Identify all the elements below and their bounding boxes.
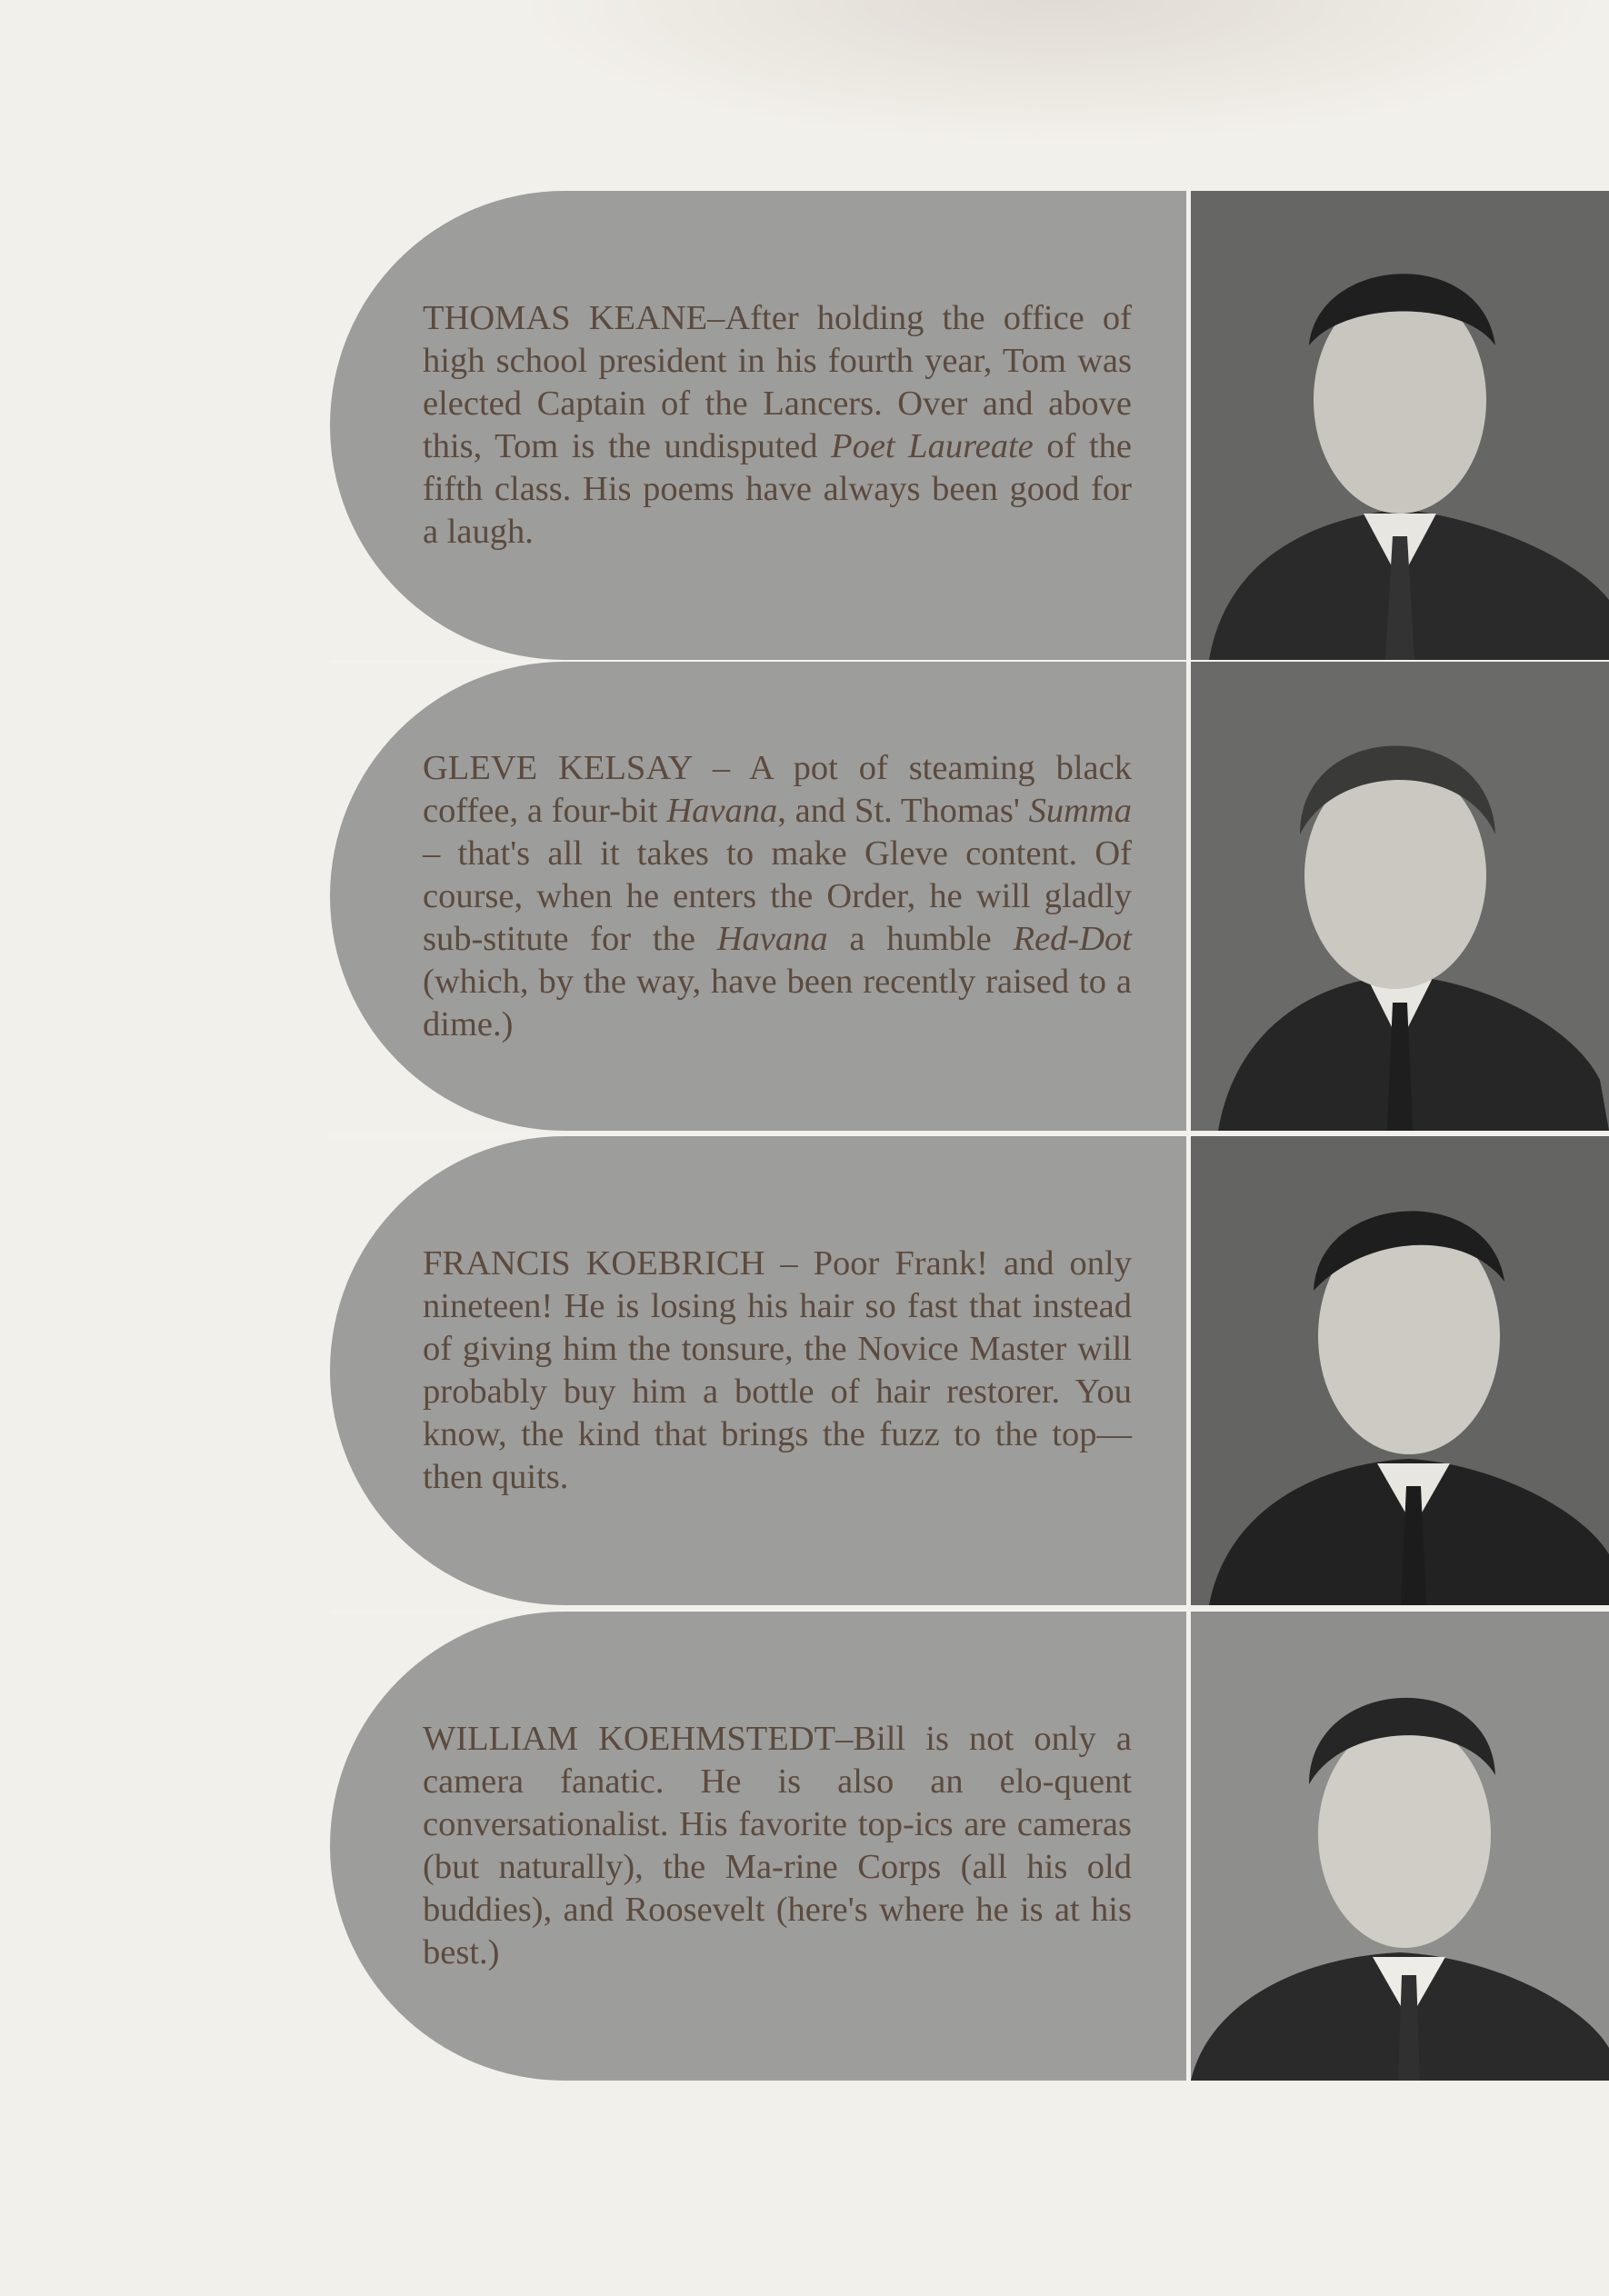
- name-separator: –: [691, 748, 749, 787]
- senior-entry-koebrich: [330, 1136, 1609, 1605]
- caption-panel: [330, 191, 1186, 660]
- italic-title-text: Poet Laureate: [831, 427, 1034, 465]
- italic-title-text: Havana: [716, 919, 828, 958]
- caption-text: [423, 297, 1132, 554]
- caption-segment: , and St. Thomas': [777, 791, 1029, 830]
- caption-segment: Poor Frank! and only nineteen! He is losing his hair so fast that instead of giving him the tonsure, the Novice Master will probably buy him a bottle of hair restorer. You know, the kind that brings the fuzz to the top—then quits.: [423, 1244, 1132, 1496]
- name-separator: –: [707, 299, 725, 337]
- caption-text: [423, 747, 1132, 1046]
- italic-title-text: Summa: [1028, 791, 1132, 830]
- senior-entry-koehmstedt: [330, 1612, 1609, 2081]
- caption-segment: of the fifth class. His poems have always been good for a laugh.: [423, 427, 1132, 551]
- caption-segment: – that's all it takes to make Gleve content. Of course, when he enters the Order, he will gladly sub-stitute for the: [423, 834, 1132, 958]
- senior-entry-keane: [330, 191, 1609, 660]
- caption-segment: a humble: [827, 919, 1014, 958]
- caption-panel: [330, 1612, 1186, 2081]
- caption-panel: [330, 662, 1186, 1131]
- student-name: FRANCIS KOEBRICH: [423, 1244, 765, 1283]
- italic-title-text: Havana: [666, 791, 778, 830]
- caption-segment: A pot of steaming black coffee, a four-bit: [423, 748, 1132, 830]
- caption-text: [423, 1243, 1132, 1499]
- caption-text: [423, 1718, 1132, 1974]
- portrait-photo-icon: [1191, 191, 1609, 660]
- name-separator: –: [835, 1720, 854, 1758]
- student-name: GLEVE KELSAY: [423, 748, 692, 787]
- caption-segment: Bill is not only a camera fanatic. He is also an elo-quent conversationalist. His favorite top-ics are cameras (but naturally), the Ma-rine Corps (all his old buddies), and Roosevelt (here's where he is at his best.): [423, 1720, 1133, 1972]
- caption-segment: (which, by the way, have been recently raised to a dime.): [423, 962, 1132, 1043]
- portrait-photo-icon: [1191, 662, 1609, 1131]
- caption-segment: After holding the office of high school president in his fourth year, Tom was elected Captain of the Lancers. Over and above this, Tom is the undisputed: [423, 299, 1132, 465]
- name-separator: –: [765, 1244, 814, 1283]
- portrait-photo-icon: [1191, 1612, 1609, 2081]
- student-name: THOMAS KEANE: [423, 299, 708, 337]
- senior-entry-kelsay: [330, 662, 1609, 1131]
- portrait-photo-icon: [1191, 1136, 1609, 1605]
- caption-panel: [330, 1136, 1186, 1605]
- italic-title-text: Red-Dot: [1013, 919, 1132, 958]
- page-stain: [509, 0, 1609, 145]
- student-name: WILLIAM KOEHMSTEDT: [423, 1720, 836, 1758]
